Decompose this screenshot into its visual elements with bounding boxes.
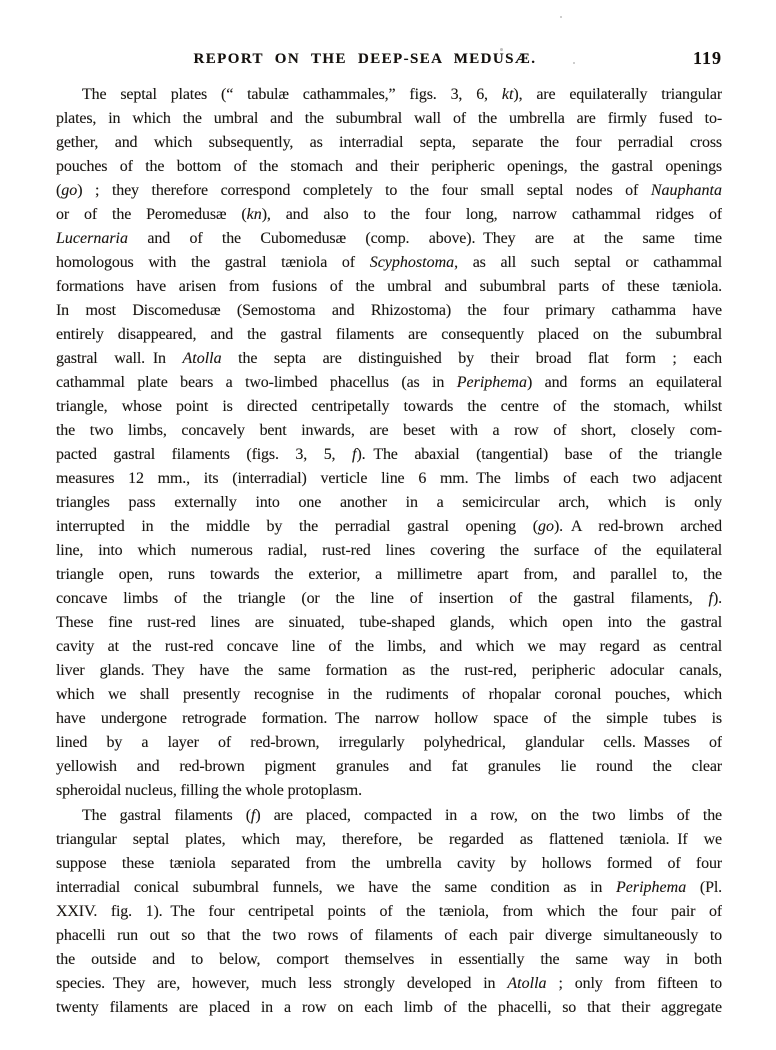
text-line: the outside and to below, comport themselves in essentially the same way in both [56, 951, 722, 968]
text-line: triangle open, runs towards the exterior, a millimetre apart from, and parallel to, the [56, 566, 722, 583]
text-line: twenty filaments are placed in a row on each limb of the phacelli, so that their aggregate [56, 999, 722, 1016]
paragraph [56, 83, 722, 803]
text-line: yellowish and red-brown pigment granules and fat granules lie round the clear [56, 758, 722, 775]
text-line: XXIV. fig. 1). The four centripetal points of the tæniola, from which the four pair of [56, 903, 722, 920]
text-line: These fine rust-red lines are sinuated, tube-shaped glands, which open into the gastral [56, 614, 722, 631]
text-line: pouches of the bottom of the stomach and their peripheric openings, the gastral openings [56, 158, 722, 175]
scan-speck [560, 16, 562, 18]
text-line: liver glands. They have the same formation as the rust-red, peripheric adocular canals, [56, 662, 722, 679]
text-line: In most Discomedusæ (Semostoma and Rhizostoma) the four primary cathamma have [56, 302, 722, 319]
text-line: spheroidal nucleus, filling the whole protoplasm. [56, 782, 362, 799]
text-line: The gastral filaments (f) are placed, compacted in a row, on the two limbs of the [82, 807, 722, 824]
page-number: 119 [692, 48, 722, 68]
text-line: formations have arisen from fusions of the umbral and subumbral parts of these tæniola. [56, 278, 722, 295]
text-line: gastral wall. In Atolla the septa are distinguished by their broad flat form ; each [56, 350, 722, 367]
text-line: cathammal plate bears a two-limbed phacellus (as in Periphema) and forms an equilateral [56, 374, 722, 391]
text-line: gether, and which subsequently, as interradial septa, separate the four perradial cross [56, 134, 722, 151]
text-line: triangle, whose point is directed centripetally towards the centre of the stomach, whilst [56, 398, 722, 415]
scan-speck [573, 62, 575, 64]
text-line: measures 12 mm., its (interradial) verticle line 6 mm. The limbs of each two adjacent [56, 470, 722, 487]
text-line: species. They are, however, much less strongly developed in Atolla ; only from fifteen to [56, 975, 722, 992]
text-line: triangles pass externally into one another in a semicircular arch, which is only [56, 494, 722, 511]
text-line: concave limbs of the triangle (or the line of insertion of the gastral filaments, f). [56, 590, 722, 607]
text-line: the two limbs, concavely bent inwards, are beset with a row of short, closely com- [56, 422, 722, 439]
text-line: The septal plates (“ tabulæ cathammales,” figs. 3, 6, kt), are equilaterally triangular [82, 86, 722, 103]
text-line: phacelli run out so that the two rows of filaments of each pair diverge simultaneously to [56, 927, 722, 944]
text-line: cavity at the rust-red concave line of the limbs, and which we may regard as central [56, 638, 722, 655]
text-line: plates, in which the umbral and the subumbral wall of the umbrella are firmly fused to- [56, 110, 722, 127]
text-line: (go) ; they therefore correspond completely to the four small septal nodes of Nauphanta [56, 182, 722, 199]
text-line: entirely disappeared, and the gastral filaments are consequently placed on the subumbral [56, 326, 722, 343]
text-line: triangular septal plates, which may, therefore, be regarded as flattened tæniola. If we [56, 831, 722, 848]
text-line: interradial conical subumbral funnels, we have the same condition as in Periphema (Pl. [56, 879, 722, 896]
running-head-title: REPORT ON THE DEEP-SEA MEDUSÆ. [193, 51, 537, 67]
paragraph [56, 804, 722, 1020]
text-line: which we shall presently recognise in the rudiments of rhopalar coronal pouches, which [56, 686, 722, 703]
text-line: interrupted in the middle by the perradial gastral opening (go). A red-brown arched [56, 518, 722, 535]
text-line: Lucernaria and of the Cubomedusæ (comp. above). They are at the same time [56, 230, 722, 247]
text-line: pacted gastral filaments (figs. 3, 5, f). The abaxial (tangential) base of the triangle [56, 446, 722, 463]
text-line: have undergone retrograde formation. The narrow hollow space of the simple tubes is [56, 710, 722, 727]
text-line: or of the Peromedusæ (kn), and also to the four long, narrow cathammal ridges of [56, 206, 722, 223]
text-line: lined by a layer of red-brown, irregularly polyhedrical, glandular cells. Masses of [56, 734, 722, 751]
page-body [56, 83, 722, 1021]
text-line: suppose these tæniola separated from the umbrella cavity by hollows formed of four [56, 855, 722, 872]
scan-speck [500, 48, 503, 51]
text-line: line, into which numerous radial, rust-red lines covering the surface of the equilateral [56, 542, 722, 559]
text-line: homologous with the gastral tæniola of Scyphostoma, as all such septal or cathammal [56, 254, 722, 271]
